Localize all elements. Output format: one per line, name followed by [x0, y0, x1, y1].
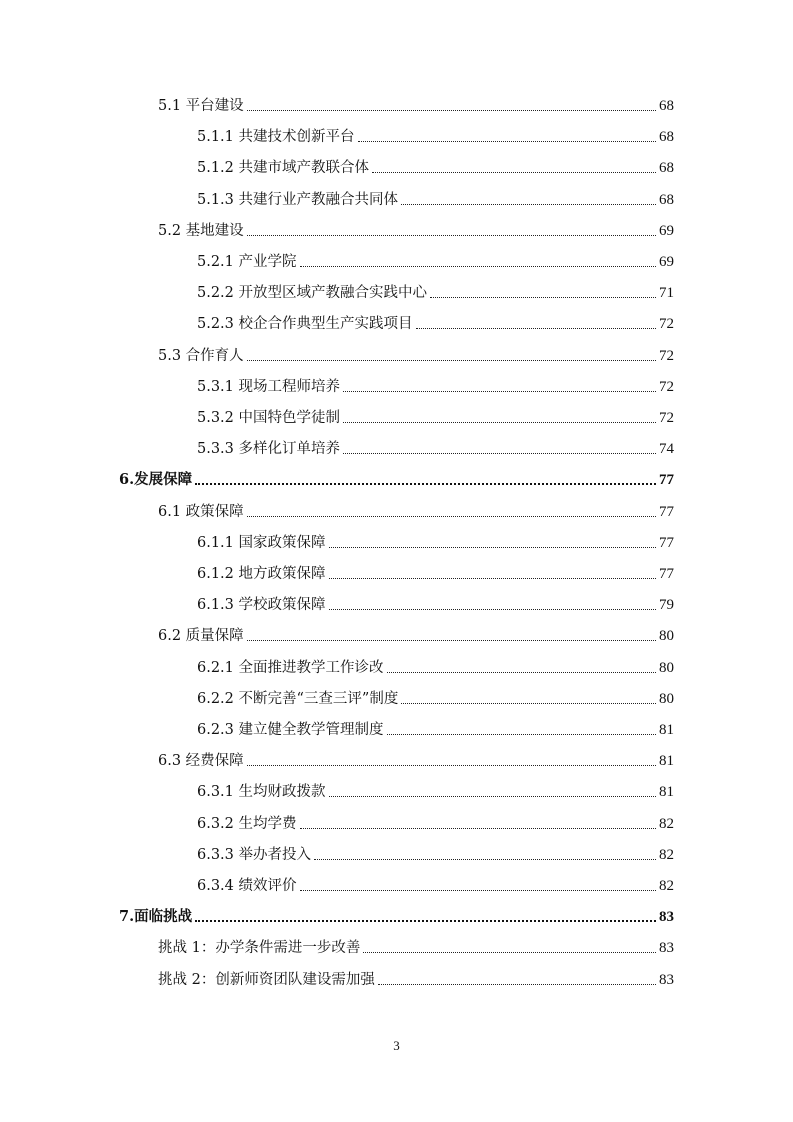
toc-entry-page: 81 — [659, 784, 674, 801]
toc-entry-title: 5.1 平台建设 — [158, 98, 244, 114]
toc-entry-title: 6.2.1 全面推进教学工作诊改 — [197, 659, 384, 676]
toc-entry[interactable] — [197, 718, 674, 740]
toc-entry-title: 5.1.3 共建行业产教融合共同体 — [197, 191, 399, 208]
toc-entry-page: 81 — [659, 753, 674, 770]
toc-entry-title: 6.3.2 生均学费 — [197, 815, 297, 832]
toc-entry[interactable] — [197, 156, 674, 178]
toc-entry-page: 77 — [659, 566, 674, 582]
toc-entry[interactable] — [197, 375, 674, 397]
toc-entry-title: 6.3.1 生均财政拨款 — [197, 784, 326, 801]
toc-entry[interactable] — [197, 406, 674, 428]
toc-entry[interactable] — [158, 936, 674, 958]
dot-leader — [314, 859, 656, 860]
dot-leader — [300, 890, 656, 891]
toc-entry[interactable] — [197, 188, 674, 210]
toc-entry-page: 80 — [659, 690, 674, 707]
toc-entry-page: 72 — [659, 410, 674, 426]
dot-leader — [372, 172, 656, 173]
toc-entry-page: 82 — [659, 815, 674, 832]
toc-entry-page: 81 — [659, 722, 674, 738]
toc-entry-page: 80 — [659, 628, 674, 645]
dot-leader — [416, 328, 656, 329]
toc-entry-title: 6.1.3 学校政策保障 — [197, 597, 326, 614]
dot-leader — [401, 204, 656, 205]
page-number: 3 — [393, 1038, 400, 1053]
toc-entry-page: 74 — [659, 441, 674, 458]
toc-entry[interactable] — [119, 468, 674, 490]
dot-leader — [247, 110, 656, 111]
toc-entry-title: 5.2.2 开放型区域产教融合实践中心 — [197, 285, 428, 302]
toc-entry-page: 77 — [659, 503, 674, 520]
toc-entry[interactable] — [197, 780, 674, 802]
toc-entry-title: 6.3.3 举办者投入 — [197, 846, 312, 863]
toc-entry[interactable] — [197, 437, 674, 459]
toc-entry-title: 7.面临挑战 — [119, 908, 193, 926]
toc-entry[interactable] — [197, 312, 674, 334]
toc-entry-title: 6.1.2 地方政策保障 — [197, 566, 326, 582]
toc-entry-title: 6.1 政策保障 — [158, 503, 244, 520]
dot-leader — [247, 360, 656, 361]
toc-entry-title: 6.发展保障 — [119, 471, 193, 489]
dot-leader — [300, 828, 656, 829]
toc-entry[interactable] — [197, 250, 674, 272]
dot-leader — [343, 422, 656, 423]
dot-leader — [247, 235, 656, 236]
toc-entry[interactable] — [158, 749, 674, 771]
toc-entry[interactable] — [158, 344, 674, 366]
toc-entry-page: 77 — [659, 472, 674, 489]
dot-leader — [430, 297, 656, 298]
dot-leader — [363, 952, 656, 953]
dot-leader — [387, 734, 656, 735]
toc-entry-page: 69 — [659, 222, 674, 239]
toc-entry-page: 80 — [659, 659, 674, 676]
toc-entry-page: 71 — [659, 285, 674, 302]
toc-entry-page: 69 — [659, 254, 674, 270]
dot-leader — [401, 703, 656, 704]
toc-entry-title: 5.2.1 产业学院 — [197, 254, 297, 270]
toc-entry[interactable] — [119, 905, 674, 927]
toc-entry-title: 5.2 基地建设 — [158, 222, 244, 239]
toc-entry-title: 5.2.3 校企合作典型生产实践项目 — [197, 316, 413, 333]
toc-entry[interactable] — [158, 219, 674, 241]
toc-entry[interactable] — [158, 500, 674, 522]
toc-entry-title: 5.3.3 多样化订单培养 — [197, 441, 341, 458]
dot-leader — [247, 765, 656, 766]
dot-leader — [343, 453, 656, 454]
dot-leader — [329, 547, 656, 548]
toc-entry[interactable] — [197, 531, 674, 553]
dot-leader — [195, 920, 656, 922]
toc-entry-page: 72 — [659, 316, 674, 333]
dot-leader — [247, 516, 656, 517]
dot-leader — [300, 266, 656, 267]
toc-entry[interactable] — [197, 812, 674, 834]
toc-entry[interactable] — [158, 94, 674, 116]
dot-leader — [358, 141, 656, 142]
toc-entry-title: 5.3.2 中国特色学徒制 — [197, 410, 341, 426]
toc-entry[interactable] — [197, 874, 674, 896]
toc-entry-page: 68 — [659, 191, 674, 208]
toc-entry[interactable] — [197, 687, 674, 709]
toc-entry-title: 5.3.1 现场工程师培养 — [197, 378, 341, 395]
toc-entry-title: 5.3 合作育人 — [158, 347, 244, 364]
toc-entry-title: 挑战 1：办学条件需进一步改善 — [158, 940, 361, 957]
toc-entry[interactable] — [197, 593, 674, 615]
toc-entry[interactable] — [197, 562, 674, 584]
toc-entry-title: 6.2.3 建立健全教学管理制度 — [197, 722, 384, 738]
toc-entry-title: 6.2.2 不断完善“三查三评”制度 — [197, 690, 399, 707]
dot-leader — [378, 984, 656, 985]
toc-entry-page: 83 — [659, 909, 674, 926]
toc-entry-title: 挑战 2：创新师资团队建设需加强 — [158, 971, 375, 988]
dot-leader — [329, 578, 656, 579]
toc-entry-page: 72 — [659, 378, 674, 395]
toc-entry-title: 6.3.4 绩效评价 — [197, 878, 297, 894]
toc-entry-page: 82 — [659, 878, 674, 894]
toc-entry[interactable] — [197, 656, 674, 678]
toc-entry[interactable] — [197, 281, 674, 303]
dot-leader — [329, 609, 656, 610]
toc-entry-page: 72 — [659, 347, 674, 364]
toc-entry-page: 68 — [659, 129, 674, 146]
toc-entry-page: 83 — [659, 971, 674, 988]
toc-entry[interactable] — [197, 843, 674, 865]
toc-entry-page: 77 — [659, 534, 674, 551]
toc-entry-title: 6.2 质量保障 — [158, 628, 244, 645]
toc-entry-page: 82 — [659, 846, 674, 863]
toc-entry-page: 68 — [659, 160, 674, 177]
dot-leader — [329, 796, 656, 797]
dot-leader — [195, 483, 656, 485]
dot-leader — [247, 640, 656, 641]
toc-entry-page: 83 — [659, 940, 674, 957]
toc-entry-title: 6.1.1 国家政策保障 — [197, 534, 326, 551]
toc-entry[interactable] — [197, 125, 674, 147]
toc-entry-title: 5.1.2 共建市域产教联合体 — [197, 160, 370, 177]
dot-leader — [343, 391, 656, 392]
toc-entry-title: 5.1.1 共建技术创新平台 — [197, 129, 355, 146]
dot-leader — [387, 672, 656, 673]
toc-entry-page: 68 — [659, 98, 674, 114]
toc-entry[interactable] — [158, 624, 674, 646]
toc-entry-title: 6.3 经费保障 — [158, 753, 244, 770]
toc-entry[interactable] — [158, 968, 674, 990]
toc-entry-page: 79 — [659, 597, 674, 614]
